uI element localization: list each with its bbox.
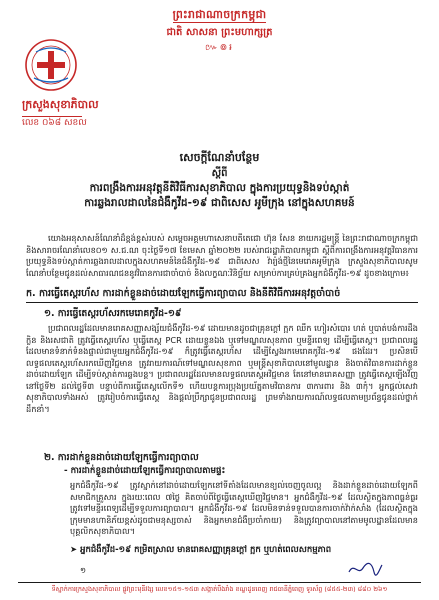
initial-signature-icon <box>346 560 384 578</box>
intro-paragraph: យោងអនុសាសន៍ណែនាំដ៏ខ្ពង់ខ្ពស់របស់ សម្ដេចអគ្គមហាសេនាបតីតេជោ ហ៊ុន សែន នាយករដ្ឋមន្ត្រី នៃព្រះរាជាណាចក្រកម្ពុជា និងសារាចរណែនាំលេខ០១ ស.ជ.ណ ចុះថ្ងៃទី១៧ ខែមេសា ឆ្នាំ២០២២ របស់រាជរដ្ឋាភិបាលកម្ពុជា ស្ដីពីការពង្រឹងការអនុវត្តវិធានការប្រយុទ្ធនិងទប់ស្កាត់ការឆ្លងរាលដាលក្នុងសហគមន៍នៃជំងឺកូវីដ-១៩ ជាពិសេស វ៉ារ្យ៉ង់ថ្មីនៃមេរោគអូមីក្រុង ក្រសួងសុខាភិបាលសូមណែនាំបន្ថែមជូនដល់សាធារណជននូវវិធានការជាចាំបាច់ និងលក្ខណៈវិនិច្ឆ័យ សម្រាប់ការគ្រប់គ្រងអ្នកជំងឺកូវីដ-១៩ ដូចខាងក្រោម៖ <box>26 233 418 278</box>
subsection-1-heading: ១. ការធ្វើតេស្តរហ័សរកមេរោគកូវីដ-១៩ <box>44 308 182 319</box>
ministry-name: ក្រសួងសុខាភិបាល <box>22 98 99 111</box>
national-motto: ជាតិ សាសនា ព្រះមហាក្សត្រ <box>166 27 273 38</box>
ministry-emblem-icon <box>24 38 78 92</box>
section-a-heading: ក. ការធ្វើតេស្តរហ័ស ការដាក់ខ្លួនដាច់ដោយឡែកធ្វើការព្យាបាល និងនីតិវិធីការអនុវត្តចាំបាច់ <box>26 288 341 299</box>
header-ornament: ៚៙៛ <box>204 43 235 53</box>
subsection-2-heading: ២. ការដាក់ខ្លួនដាច់ដោយឡែកធ្វើការព្យាបាល <box>44 452 199 463</box>
section-a-underline <box>26 302 418 303</box>
mild-case-bullet: ➤ អ្នកជំងឺកូវីដ-១៩ កម្រិតស្រាល មានរោគសញ្ញាគ្រុនក្ដៅ ក្អក ឬហត់ពេលសកម្មភាព <box>70 545 332 555</box>
kingdom-name: ព្រះរាជាណាចក្រកម្ពុជា <box>172 8 267 21</box>
footer-divider <box>18 582 421 583</box>
reference-number: លេខ ០៦៨ សខល <box>22 118 87 128</box>
footer-address: ទីស្នាក់ការក្រសួងសុខាភិបាល ផ្លូវព្រះមុនីវង្ស លេខ១៥១-១៥៣ សង្កាត់បឹងរាំង ខណ្ឌដូនពេញ រាជធានីភ្នំពេញ ទូរស័ព្ទ (៨៥៥-២៣) ៨៨០ ២៦១ <box>51 585 388 593</box>
document-subject-line-1: ការពង្រឹងការអនុវត្តនីតិវិធីការសុខាភិបាល ក្នុងការប្រយុទ្ធនិងទប់ស្កាត់ <box>89 182 350 194</box>
page-number: ១ <box>80 566 87 575</box>
document-title: សេចក្ដីណែនាំបន្ថែម <box>179 151 260 164</box>
document-title-block <box>0 150 439 211</box>
home-isolation-heading: - ការដាក់ខ្លួនដាច់ដោយឡែកធ្វើការព្យាបាលតាមផ្ទះ <box>64 466 226 476</box>
document-subject-label: ស្ដីពី <box>211 168 228 179</box>
document-subject-line-2: ការឆ្លងរាលដាលនៃជំងឺកូវីដ-១៩ ជាពិសេស អូមីក្រុង នៅក្នុងសហគមន៍ <box>84 197 355 209</box>
home-isolation-paragraph: អ្នកជំងឺកូវីដ-១៩ ត្រូវស្នាក់នៅដាច់ដោយឡែកនៅទីតាំងដែលមានខ្យល់ចេញចូលល្អ និងដាក់ខ្លួនដាច់ដោយឡែកពីសមាជិកគ្រួសារ ក្នុងរយៈពេល ៧ថ្ងៃ គិតចាប់ពីថ្ងៃធ្វើតេស្តឃើញវិជ្ជមាន។ អ្នកជំងឺកូវីដ-១៩ ដែលស្ថិតក្នុងភាពធ្ងន់ធ្ងរ ត្រូវទៅមន្ទីរពេទ្យដើម្បីទទួលការព្យាបាល។ អ្នកជំងឺកូវីដ-១៩ ដែលមិនទាន់ទទួលបានការចាក់វ៉ាក់សាំង (ដែលស្ថិតក្នុងក្រុមមានហានិភ័យខ្ពស់ដូចជាមនុស្សចាស់ និងអ្នកមានជំងឺប្រចាំកាយ) និងត្រូវព្យាបាលនៅតាមមូលដ្ឋានដែលមានបុគ្គលិកសុខាភិបាល។ <box>70 480 418 536</box>
subsection-1-paragraph: ប្រជាពលរដ្ឋដែលមានរោគសញ្ញាសង្ស័យជំងឺកូវីដ-១៩ ដោយមានដូចជាគ្រុនក្ដៅ ក្អក ឈឺក ហៀរសំបោរ ហត់ ឬបាត់បង់ការដឹងក្លិន និងរសជាតិ ត្រូវធ្វើតេស្តរហ័ស ឬធ្វើតេស្ត PCR ដោយខ្លួនឯង ឬទៅមណ្ឌលសុខភាព ឬមន្ទីរពេទ្យ ដើម្បីធ្វើតេស្ត។ ប្រជាពលរដ្ឋដែលមានទំនាក់ទំនងផ្ទាល់ជាមួយអ្នកជំងឺកូវីដ-១៩ ក៏ត្រូវធ្វើតេស្តរហ័ស ដើម្បីស្វែងរកមេរោគកូវីដ-១៩ ផងដែរ។ ប្រសិនបើលទ្ធផលតេស្តរហ័សរកឃើញវិជ្ជមាន ត្រូវរាយការណ៍ទៅមណ្ឌលសុខភាព ឬមន្ត្រីសុខាភិបាលនៅមូលដ្ឋាន និងចាត់វិធានការដាក់ខ្លួនដាច់ដោយឡែក ដើម្បីទប់ស្កាត់ការឆ្លងបន្ត។ ប្រជាពលរដ្ឋដែលមានលទ្ធផលតេស្តអវិជ្ជមាន តែនៅមានរោគសញ្ញា ត្រូវធ្វើតេស្តឡើងវិញនៅថ្ងៃទី២ ដល់ថ្ងៃទី៣ បន្ទាប់ពីការធ្វើតេស្តលើកទី១ ហើយបន្តការប្រុងប្រយ័ត្នតាមវិធានការ ៣ការពារ និង ៣កុំ។ អ្នកផ្ដល់សេវាសុខាភិបាលទាំងអស់ ត្រូវរៀបចំការធ្វើតេស្ត និងផ្ដល់ប្រឹក្សាជូនប្រជាពលរដ្ឋ ព្រមទាំងរាយការណ៍លទ្ធផលតាមប្រព័ន្ធជូនដល់ថ្នាក់ដឹកនាំ។ <box>26 323 418 414</box>
